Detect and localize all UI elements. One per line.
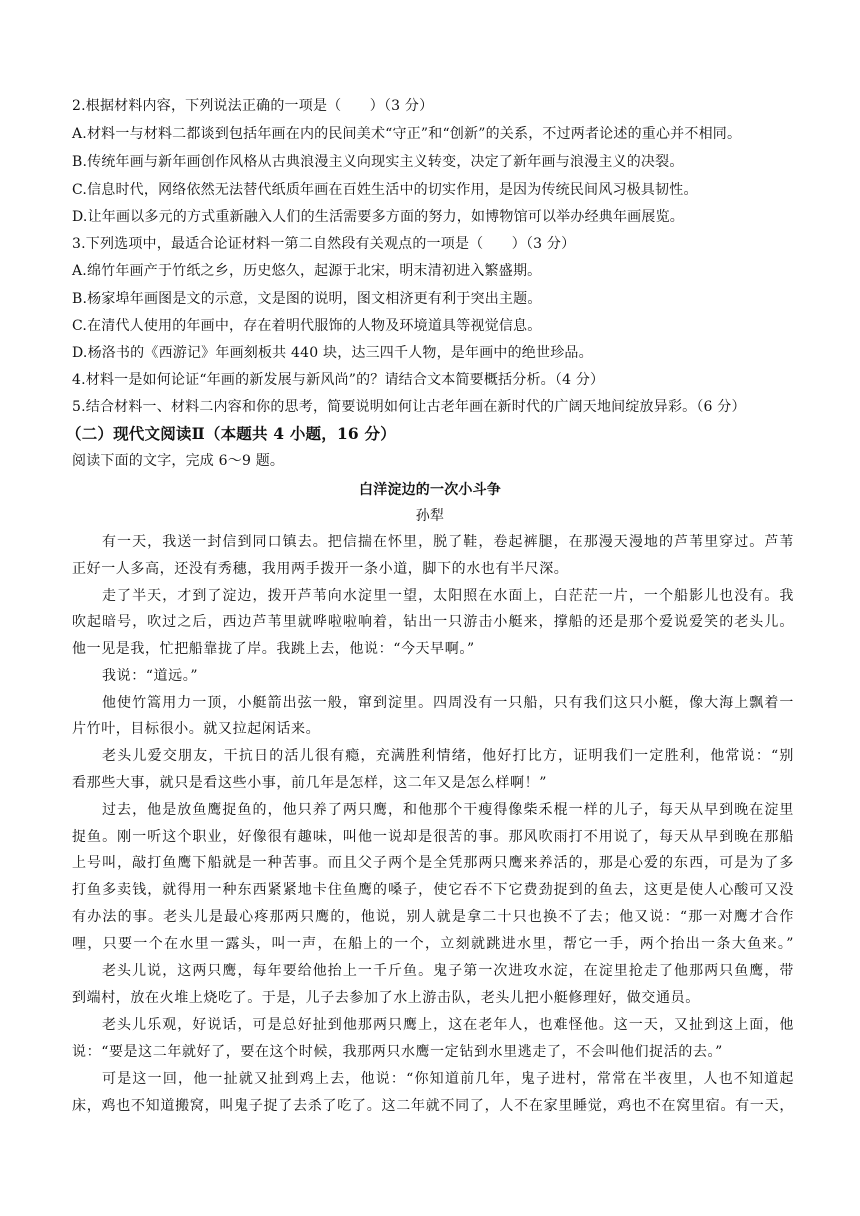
section-heading: （二）现代文阅读Ⅱ（本题共 4 小题，16 分） [66,424,396,443]
story-title: 白洋淀边的一次小斗争 [359,482,501,498]
question-3-stem: 3.下列选项中，最适合论证材料一第二自然段有关观点的一项是（ ）（3 分） [72,236,576,252]
story-line: 老头儿说，这两只鹰，每年要给他抬上一千斤鱼。鬼子第一次进攻水淀，在淀里抢走了他那两只鱼鹰，带 [102,963,794,979]
story-line: 老头儿爱交朋友，干抗日的活儿很有瘾，充满胜利情绪，他好打比方，证明我们一定胜利，他常说：“别 [102,748,794,764]
story-line: 有办法的事。老头儿是最心疼那两只鹰的，他说，别人就是拿二十只也换不了去；他又说：“那一对鹰才合作 [72,909,794,925]
question-2-option-c: C.信息时代，网络依然无法替代纸质年画在百姓生活中的切实作用，是因为传统民间风习极具韧性。 [72,182,698,198]
story-line: 可是这一回，他一扯就又扯到鸡上去，他说：“你知道前几年，鬼子进村，常常在半夜里，人也不知道起 [102,1071,794,1087]
story-author: 孙犁 [415,508,445,524]
story-line: 我说：“道远。” [102,668,199,684]
question-3-option-c: C.在清代人使用的年画中，存在着明代服饰的人物及环境道具等视觉信息。 [72,318,542,334]
story-line: 有一天，我送一封信到同口镇去。把信揣在怀里，脱了鞋，卷起裤腿，在那漫天漫地的芦苇里穿过。芦苇 [102,534,794,550]
story-line: 吹起暗号，吹过之后，西边芦苇里就哗啦啦响着，钻出一只游击小艇来，撑船的还是那个爱说爱笑的老头儿。 [72,614,794,630]
question-3-option-b: B.杨家埠年画图是文的示意，文是图的说明，图文相济更有利于突出主题。 [72,291,542,307]
story-line: 说：“要是这二年就好了，要在这个时候，我那两只水鹰一定钻到水里逃走了，不会叫他们捉活的去。” [72,1044,723,1060]
story-line: 床，鸡也不知道搬窝，叫鬼子捉了去杀了吃了。这二年就不同了，人不在家里睡觉，鸡也不在窝里宿。有一天， [72,1098,794,1114]
story-line: 走了半天，才到了淀边，拨开芦苇向水淀里一望，太阳照在水面上，白茫茫一片，一个船影儿也没有。我 [102,588,794,604]
question-2-stem: 2.根据材料内容，下列说法正确的一项是（ ）（3 分） [72,98,434,114]
question-2-option-b: B.传统年画与新年画创作风格从古典浪漫主义向现实主义转变，决定了新年画与浪漫主义的决裂。 [72,154,684,170]
story-line: 过去，他是放鱼鹰捉鱼的，他只养了两只鹰，和他那个干瘦得像柴禾棍一样的儿子，每天从早到晚在淀里 [102,802,794,818]
story-line: 看那些大事，就只是看这些小事，前几年是怎样，这二年又是怎么样啊！” [72,775,547,791]
story-line: 正好一人多高，还没有秀穗，我用两手拨开一条小道，脚下的水也有半尺深。 [72,561,569,577]
story-line: 哩，只要一个在水里一露头，叫一声，在船上的一个，立刻就跳进水里，帮它一手，两个抬出一条大鱼来。” [72,936,794,952]
story-line: 他使竹篙用力一顶，小艇箭出弦一般，窜到淀里。四周没有一只船，只有我们这只小艇，像大海上飘着一 [102,695,794,711]
story-line: 片竹叶，目标很小。就又拉起闲话来。 [72,721,321,737]
story-line: 他一见是我，忙把船靠拢了岸。我跳上去，他说：“今天早啊。” [72,641,475,657]
story-line: 上号叫，敲打鱼鹰下船就是一种苦事。而且父子两个是全凭那两只鹰来养活的，那是心爱的东西，可是为了多 [72,855,794,871]
section-instruction: 阅读下面的文字，完成 6～9 题。 [72,453,285,469]
story-line: 到端村，放在火堆上烧吃了。于是，儿子去参加了水上游击队，老头儿把小艇修理好，做交通员。 [72,990,700,1006]
story-line: 捉鱼。刚一听这个职业，好像很有趣味，叫他一说却是很苦的事。那风吹雨打不用说了，每天从早到晚在那船 [72,829,794,845]
question-3-option-a: A.绵竹年画产于竹纸之乡，历史悠久，起源于北宋，明末清初进入繁盛期。 [72,263,542,279]
story-line: 老头儿乐观，好说话，可是总好扯到他那两只鹰上，这在老年人，也难怪他。这一天，又扯到这上面，他 [102,1017,794,1033]
question-2-option-a: A.材料一与材料二都谈到包括年画在内的民间美术“守正”和“创新”的关系，不过两者论述的重心并不相同。 [72,126,742,142]
question-3-option-d: D.杨洛书的《西游记》年画刻板共 440 块，达三四千人物，是年画中的绝世珍品。 [72,345,593,361]
question-5: 5.结合材料一、材料二内容和你的思考，简要说明如何让古老年画在新时代的广阔天地间绽放异彩。（6 分） [72,399,746,415]
story-line: 打鱼多卖钱，就得用一种东西紧紧地卡住鱼鹰的嗓子，使它吞不下它费劲捉到的鱼去，这更是使人心酸可又没 [72,882,794,898]
question-4: 4.材料一是如何论证“年画的新发展与新风尚”的？请结合文本简要概括分析。（4 分） [72,372,605,388]
question-2-option-d: D.让年画以多元的方式重新融入人们的生活需要多方面的努力，如博物馆可以举办经典年画展览。 [72,209,684,225]
